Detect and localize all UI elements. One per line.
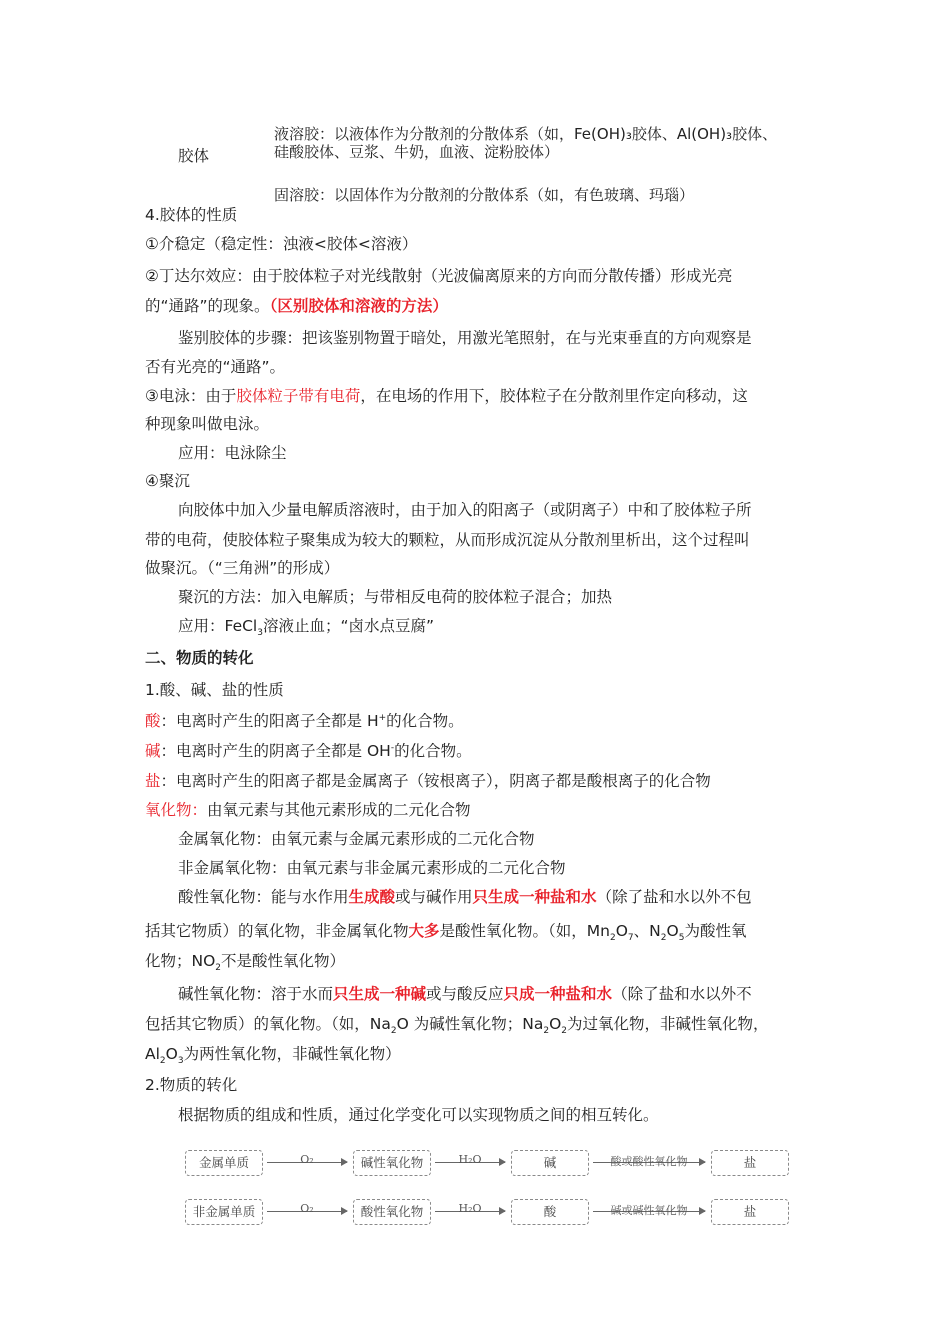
flow-box-salt: 盐 bbox=[711, 1199, 789, 1225]
flow-box-base: 碱 bbox=[511, 1150, 589, 1176]
electrophoresis-line1: ③电泳：由于胶体粒子带有电荷，在电场的作用下，胶体粒子在分散剂里作定向移动，这 bbox=[145, 387, 748, 405]
flow-box-salt: 盐 bbox=[711, 1150, 789, 1176]
solid-sol-line: 固溶胶：以固体作为分散剂的分散体系（如，有色玻璃、玛瑙） bbox=[274, 186, 695, 204]
flow-box-acid: 酸 bbox=[511, 1199, 589, 1225]
electrophoresis-application: 应用：电泳除尘 bbox=[178, 444, 287, 462]
flow-box-acidic-oxide: 酸性氧化物 bbox=[353, 1199, 431, 1225]
acidic-oxide-line3: 化物；$NO_2$不是酸性氧化物） bbox=[145, 952, 346, 974]
electrophoresis-line2: 种现象叫做电泳。 bbox=[145, 415, 270, 433]
salt-definition: 盐：电离时产生的阳离子都是金属离子（铵根离子），阴离子都是酸根离子的化合物 bbox=[145, 772, 711, 790]
acidic-oxide-line2: 括其它物质）的氧化物，非金属氧化物大多是酸性氧化物。（如，$Mn_2O_7$、$N_2O_5$为酸性氧 bbox=[145, 922, 747, 944]
flow-box-basic-oxide: 碱性氧化物 bbox=[353, 1150, 431, 1176]
subsection-transformation: 2.物质的转化 bbox=[145, 1076, 238, 1094]
metal-oxide-definition: 金属氧化物：由氧元素与金属元素形成的二元化合物 bbox=[178, 830, 535, 848]
liquid-sol-line1: 液溶胶：以液体作为分散剂的分散体系（如，Fe(OH)₃胶体、Al(OH)₃胶体、 bbox=[274, 125, 778, 143]
acidic-oxide-line1: 酸性氧化物：能与水作用生成酸或与碱作用只生成一种盐和水（除了盐和水以外不包 bbox=[178, 888, 752, 906]
section-transformation-title: 二、物质的转化 bbox=[145, 649, 254, 667]
coagulation-application: 应用：FeCl$_3$溶液止血；“卤水点豆腐” bbox=[178, 617, 435, 639]
basic-oxide-line1: 碱性氧化物：溶于水而只生成一种碱或与酸反应只成一种盐和水（除了盐和水以外不 bbox=[178, 985, 752, 1003]
liquid-sol-line2: 硅酸胶体、豆浆、牛奶，血液、淀粉胶体） bbox=[274, 143, 560, 161]
coagulation-methods: 聚沉的方法：加入电解质；与带相反电荷的胶体粒子混合；加热 bbox=[178, 588, 613, 606]
tyndall-line1: ②丁达尔效应：由于胶体粒子对光线散射（光波偏离原来的方向而分散传播）形成光亮 bbox=[145, 267, 733, 285]
basic-oxide-line2: 包括其它物质）的氧化物。（如，$Na_2O$ 为碱性氧化物；$Na_2O_2$为过氧化物，非碱性氧化物， bbox=[145, 1015, 769, 1037]
transformation-intro: 根据物质的组成和性质，通过化学变化可以实现物质之间的相互转化。 bbox=[178, 1106, 659, 1124]
identify-steps-line1: 鉴别胶体的步骤：把该鉴别物置于暗处，用激光笔照射，在与光束垂直的方向观察是 bbox=[178, 329, 752, 347]
flow-box-nonmetal: 非金属单质 bbox=[185, 1199, 263, 1225]
subsection-acid-base-salt: 1.酸、碱、盐的性质 bbox=[145, 681, 284, 699]
coagulation-title: ④聚沉 bbox=[145, 472, 190, 490]
arrow-icon: O₂ bbox=[267, 1162, 347, 1163]
arrow-icon: H₂O bbox=[435, 1162, 505, 1163]
arrow-icon: H₂O bbox=[435, 1211, 505, 1212]
flow-row-nonmetal bbox=[185, 1197, 795, 1227]
arrow-icon: 碱或碱性氧化物 bbox=[593, 1211, 705, 1212]
colloid-label: 胶体 bbox=[178, 147, 210, 165]
acid-definition: 酸：电离时产生的阳离子全都是 H+的化合物。 bbox=[145, 712, 464, 730]
section-4-title: 4.胶体的性质 bbox=[145, 206, 238, 224]
base-definition: 碱：电离时产生的阴离子全都是 OH-的化合物。 bbox=[145, 742, 472, 760]
tyndall-note: （区别胶体和溶液的方法） bbox=[269, 297, 448, 315]
identify-steps-line2: 否有光亮的“通路”。 bbox=[145, 358, 286, 376]
charged-particles-highlight: 胶体粒子带有电荷 bbox=[236, 387, 361, 405]
coagulation-line3: 做聚沉。（“三角洲”的形成） bbox=[145, 559, 340, 577]
property-metastable: ①介稳定（稳定性：浊液<胶体<溶液） bbox=[145, 235, 418, 253]
nonmetal-oxide-definition: 非金属氧化物：由氧元素与非金属元素形成的二元化合物 bbox=[178, 859, 566, 877]
coagulation-line2: 带的电荷，使胶体粒子聚集成为较大的颗粒，从而形成沉淀从分散剂里析出，这个过程叫 bbox=[145, 531, 750, 549]
flow-box-metal: 金属单质 bbox=[185, 1150, 263, 1176]
coagulation-line1: 向胶体中加入少量电解质溶液时，由于加入的阳离子（或阴离子）中和了胶体粒子所 bbox=[178, 501, 752, 519]
oxide-definition: 氧化物：由氧元素与其他元素形成的二元化合物 bbox=[145, 801, 471, 819]
flow-row-metal bbox=[185, 1148, 795, 1178]
basic-oxide-line3: $Al_2O_3$为两性氧化物，非碱性氧化物） bbox=[145, 1045, 401, 1067]
arrow-icon: O₂ bbox=[267, 1211, 347, 1212]
arrow-icon: 酸或酸性氧化物 bbox=[593, 1162, 705, 1163]
tyndall-line2: 的“通路”的现象。（区别胶体和溶液的方法） bbox=[145, 297, 448, 315]
